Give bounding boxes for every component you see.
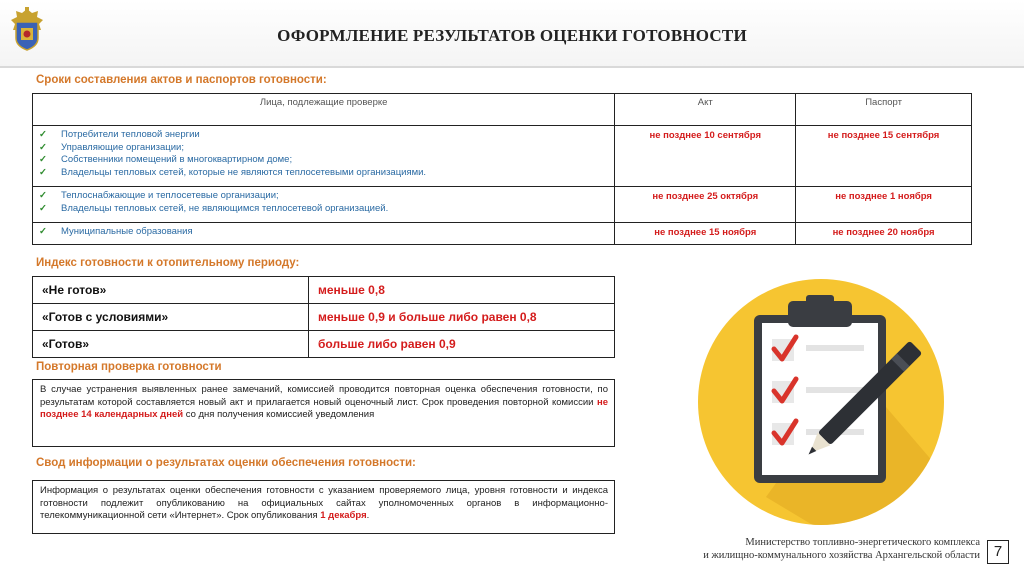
act-deadline: не позднее 10 сентября [615,126,796,187]
column-header-passport: Паспорт [796,94,972,126]
summary-box [32,480,615,534]
recheck-deadline-highlight: не позднее 14 календарных дней [40,396,608,420]
passport-deadline: не позднее 1 ноября [796,187,972,223]
act-deadline: не позднее 15 ноября [615,223,796,245]
persons-cell [33,126,615,187]
table-row [33,304,615,331]
readiness-index-table [32,276,615,358]
publication-date-highlight: 1 декабря [320,510,367,521]
recheck-section-title: Повторная проверка готовности [36,361,222,373]
index-label: «Готов» [33,331,309,358]
footer-line-1: Министерство топливно-энергетического комплекса [745,537,980,548]
passport-deadline: не позднее 20 ноября [796,223,972,245]
deadlines-section-title: Сроки составления актов и паспортов готовности: [36,74,327,86]
page-number: 7 [987,540,1009,564]
index-section-title: Индекс готовности к отопительному периоду: [36,257,300,269]
persons-cell [33,223,615,245]
checkmark-icon: ✓ [39,190,47,201]
checkmark-icon: ✓ [39,166,47,178]
table-row [33,187,972,223]
table-row [33,126,972,187]
footer-ministry [610,536,980,562]
header-divider [0,66,1024,68]
index-value: меньше 0,9 и больше либо равен 0,8 [309,304,615,331]
table-row [33,223,972,245]
list-item: ✓ Собственники помещений в многоквартирном доме; [39,154,293,165]
list-item: ✓ Управляющие организации; [39,141,184,153]
table-row [33,277,615,304]
checklist-clipboard-icon [696,277,946,527]
list-item: ✓ Теплоснабжающие и теплосетевые организации; [39,190,279,201]
passport-deadline: не позднее 15 сентября [796,126,972,187]
checkmark-icon: ✓ [39,154,47,165]
table-header-row [33,94,972,126]
recheck-box [32,379,615,447]
index-value: больше либо равен 0,9 [309,331,615,358]
list-item: ✓ Владельцы тепловых сетей, не являющимся теплосетевой организацией. [39,202,389,214]
checkmark-icon: ✓ [39,202,47,214]
act-deadline: не позднее 25 октября [615,187,796,223]
index-label: «Не готов» [33,277,309,304]
list-item: ✓ Потребители тепловой энергии [39,129,200,140]
recheck-paragraph: В случае устранения выявленных ранее замечаний, комиссией проводится повторная оценка обеспечения готовности, по результатам которой составляется новый акт и прилагается новый оценочный лист. Срок проведения повторной комиссии не позднее 14 календарных дней со дня получения комиссией уведомления [40,384,608,420]
column-header-persons: Лица, подлежащие проверке [33,94,615,126]
list-item: ✓ Владельцы тепловых сетей, которые не являются теплосетевыми организациями. [39,166,427,178]
page-title: ОФОРМЛЕНИЕ РЕЗУЛЬТАТОВ ОЦЕНКИ ГОТОВНОСТИ [277,26,747,45]
summary-paragraph: Информация о результатах оценки обеспечения готовности с указанием проверяемого лица, уровня готовности и индекса готовности подлежит опубликованию на официальных сайтах уполномоченных органов в информационно-телекоммуникационной сети «Интернет». Срок опубликования 1 декабря. [40,485,608,521]
checkmark-icon: ✓ [39,226,47,237]
column-header-act: Акт [615,94,796,126]
list-item: ✓ Муниципальные образования [39,226,193,237]
footer-line-2: и жилищно-коммунального хозяйства Архангельской области [703,550,980,561]
index-label: «Готов с условиями» [33,304,309,331]
summary-section-title: Свод информации о результатах оценки обеспечения готовности: [36,457,416,469]
index-value: меньше 0,8 [309,277,615,304]
persons-cell [33,187,615,223]
checkmark-icon: ✓ [39,141,47,153]
deadlines-table [32,93,972,245]
table-row [33,331,615,358]
checkmark-icon: ✓ [39,129,47,140]
